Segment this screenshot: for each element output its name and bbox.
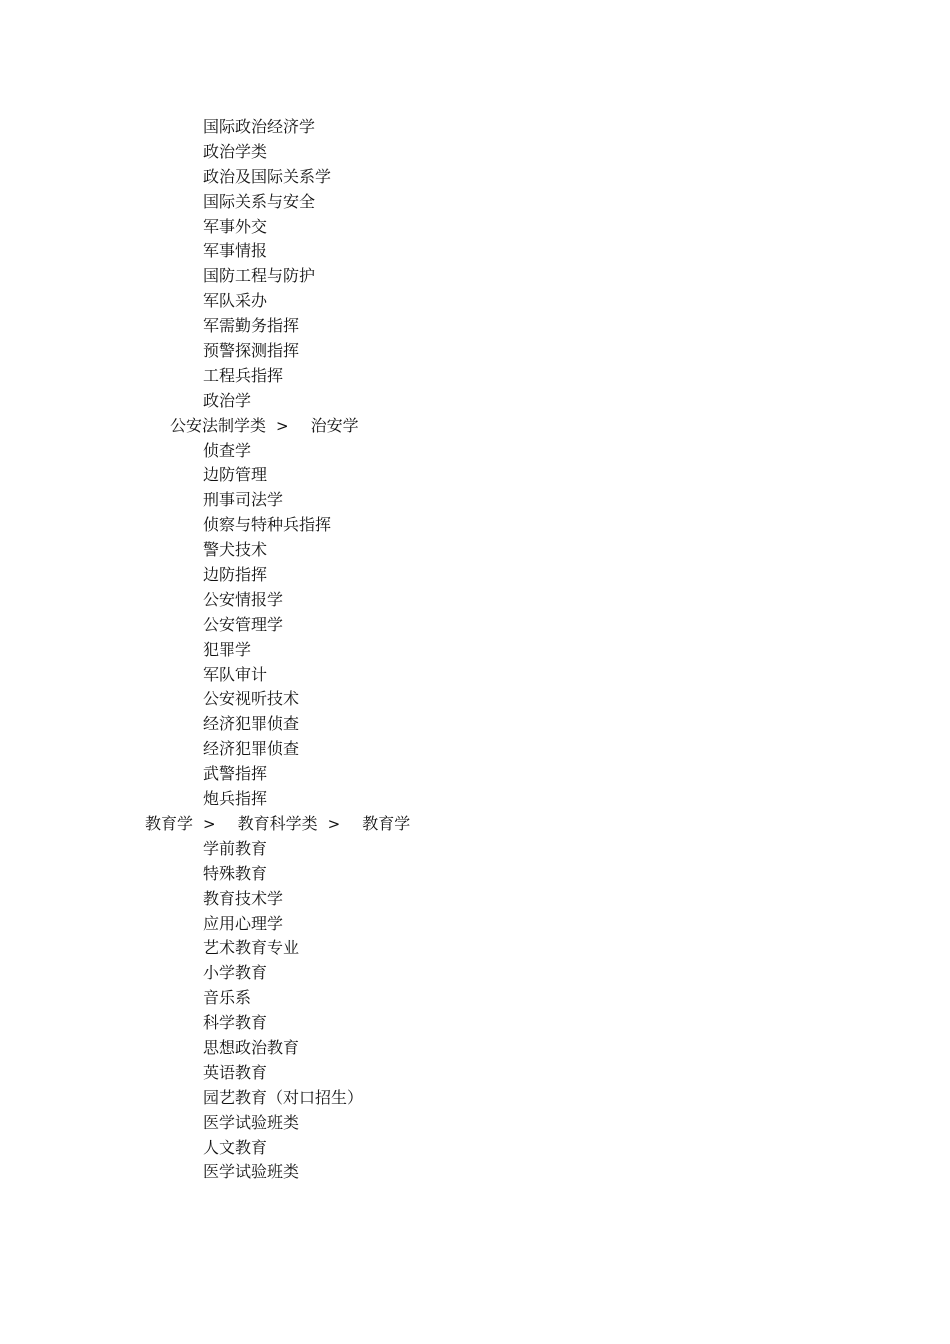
- list-item: [0, 463, 950, 488]
- category-path-row: [0, 414, 950, 439]
- major-name: 人文教育: [203, 1137, 268, 1157]
- list-item: [0, 837, 950, 862]
- major-name: 英语教育: [203, 1062, 268, 1082]
- list-item: [0, 140, 950, 165]
- discipline-path: [145, 812, 410, 837]
- path-separator: >: [203, 814, 216, 833]
- major-name: 国防工程与防护: [203, 266, 316, 286]
- list-item: [0, 762, 950, 787]
- list-item: [0, 115, 950, 140]
- list-item: [0, 1160, 950, 1185]
- major-name: 国际关系与安全: [203, 191, 316, 211]
- major-name: 预警探测指挥: [203, 341, 300, 361]
- list-item: [0, 1061, 950, 1086]
- list-item: [0, 488, 950, 513]
- list-item: [0, 538, 950, 563]
- major-name: 经济犯罪侦查: [203, 739, 300, 759]
- list-item: [0, 339, 950, 364]
- list-item: [0, 364, 950, 389]
- list-item: [0, 1136, 950, 1161]
- list-item: [0, 638, 950, 663]
- major-name: 军队采办: [203, 291, 268, 311]
- major-name: 公安视听技术: [203, 689, 300, 709]
- discipline-path-row: [0, 812, 950, 837]
- major-name: 政治学类: [203, 141, 268, 161]
- list-item: [0, 961, 950, 986]
- list-item: [0, 264, 950, 289]
- major-name: 特殊教育: [203, 863, 268, 883]
- list-item: [0, 887, 950, 912]
- category-label: 教育科学类: [237, 813, 318, 833]
- list-item: [0, 663, 950, 688]
- list-item: [0, 912, 950, 937]
- major-name: 警犬技术: [203, 540, 268, 560]
- list-item: [0, 862, 950, 887]
- list-item: [0, 687, 950, 712]
- major-name: 军需勤务指挥: [203, 316, 300, 336]
- major-name: 炮兵指挥: [203, 789, 268, 809]
- list-item: [0, 588, 950, 613]
- major-name: 应用心理学: [203, 913, 284, 933]
- major-name: 艺术教育专业: [203, 938, 300, 958]
- list-item: [0, 1011, 950, 1036]
- major-name: 军队审计: [203, 664, 268, 684]
- major-name: 侦查学: [203, 440, 252, 460]
- major-name: 军事情报: [203, 241, 268, 261]
- list-item: [0, 239, 950, 264]
- list-item: [0, 215, 950, 240]
- major-name: 思想政治教育: [203, 1037, 300, 1057]
- subject-label: 教育学: [362, 813, 411, 833]
- category-label: 公安法制学类: [170, 415, 267, 435]
- list-item: [0, 563, 950, 588]
- list-item: [0, 787, 950, 812]
- path-separator: >: [327, 814, 341, 833]
- list-item: [0, 613, 950, 638]
- category-path: [170, 414, 359, 439]
- major-name: 边防指挥: [203, 565, 268, 585]
- list-item: [0, 712, 950, 737]
- major-name: 医学试验班类: [203, 1112, 300, 1132]
- major-name: 公安情报学: [203, 589, 284, 609]
- list-item: [0, 513, 950, 538]
- major-name: 科学教育: [203, 1013, 268, 1033]
- list-item: [0, 389, 950, 414]
- list-item: [0, 165, 950, 190]
- major-name: 军事外交: [203, 216, 268, 236]
- list-item: [0, 1036, 950, 1061]
- list-item: [0, 986, 950, 1011]
- major-name: 武警指挥: [203, 764, 268, 784]
- major-name: 音乐系: [203, 988, 252, 1008]
- major-name: 小学教育: [203, 963, 268, 983]
- major-name: 工程兵指挥: [203, 365, 284, 385]
- major-name: 政治学: [203, 390, 252, 410]
- list-item: [0, 1111, 950, 1136]
- list-item: [0, 289, 950, 314]
- major-name: 国际政治经济学: [203, 117, 316, 136]
- subject-label: 治安学: [310, 415, 359, 435]
- major-name: 经济犯罪侦查: [203, 714, 300, 734]
- major-name: 侦察与特种兵指挥: [203, 515, 332, 535]
- major-name: 刑事司法学: [203, 490, 284, 510]
- major-name: 犯罪学: [203, 639, 252, 659]
- list-item: [0, 439, 950, 464]
- list-item: [0, 936, 950, 961]
- major-name: 公安管理学: [203, 614, 284, 634]
- major-name: 政治及国际关系学: [203, 166, 332, 186]
- major-name: 医学试验班类: [203, 1162, 300, 1182]
- major-list-document: [0, 115, 950, 1185]
- list-item: [0, 1086, 950, 1111]
- major-name: 学前教育: [203, 838, 268, 858]
- list-item: [0, 190, 950, 215]
- major-name: 园艺教育（对口招生）: [203, 1087, 364, 1107]
- major-name: 边防管理: [203, 465, 268, 485]
- list-item: [0, 314, 950, 339]
- major-name: 教育技术学: [203, 888, 284, 908]
- discipline-label: 教育学: [145, 813, 194, 833]
- list-item: [0, 737, 950, 762]
- path-separator: >: [276, 416, 289, 435]
